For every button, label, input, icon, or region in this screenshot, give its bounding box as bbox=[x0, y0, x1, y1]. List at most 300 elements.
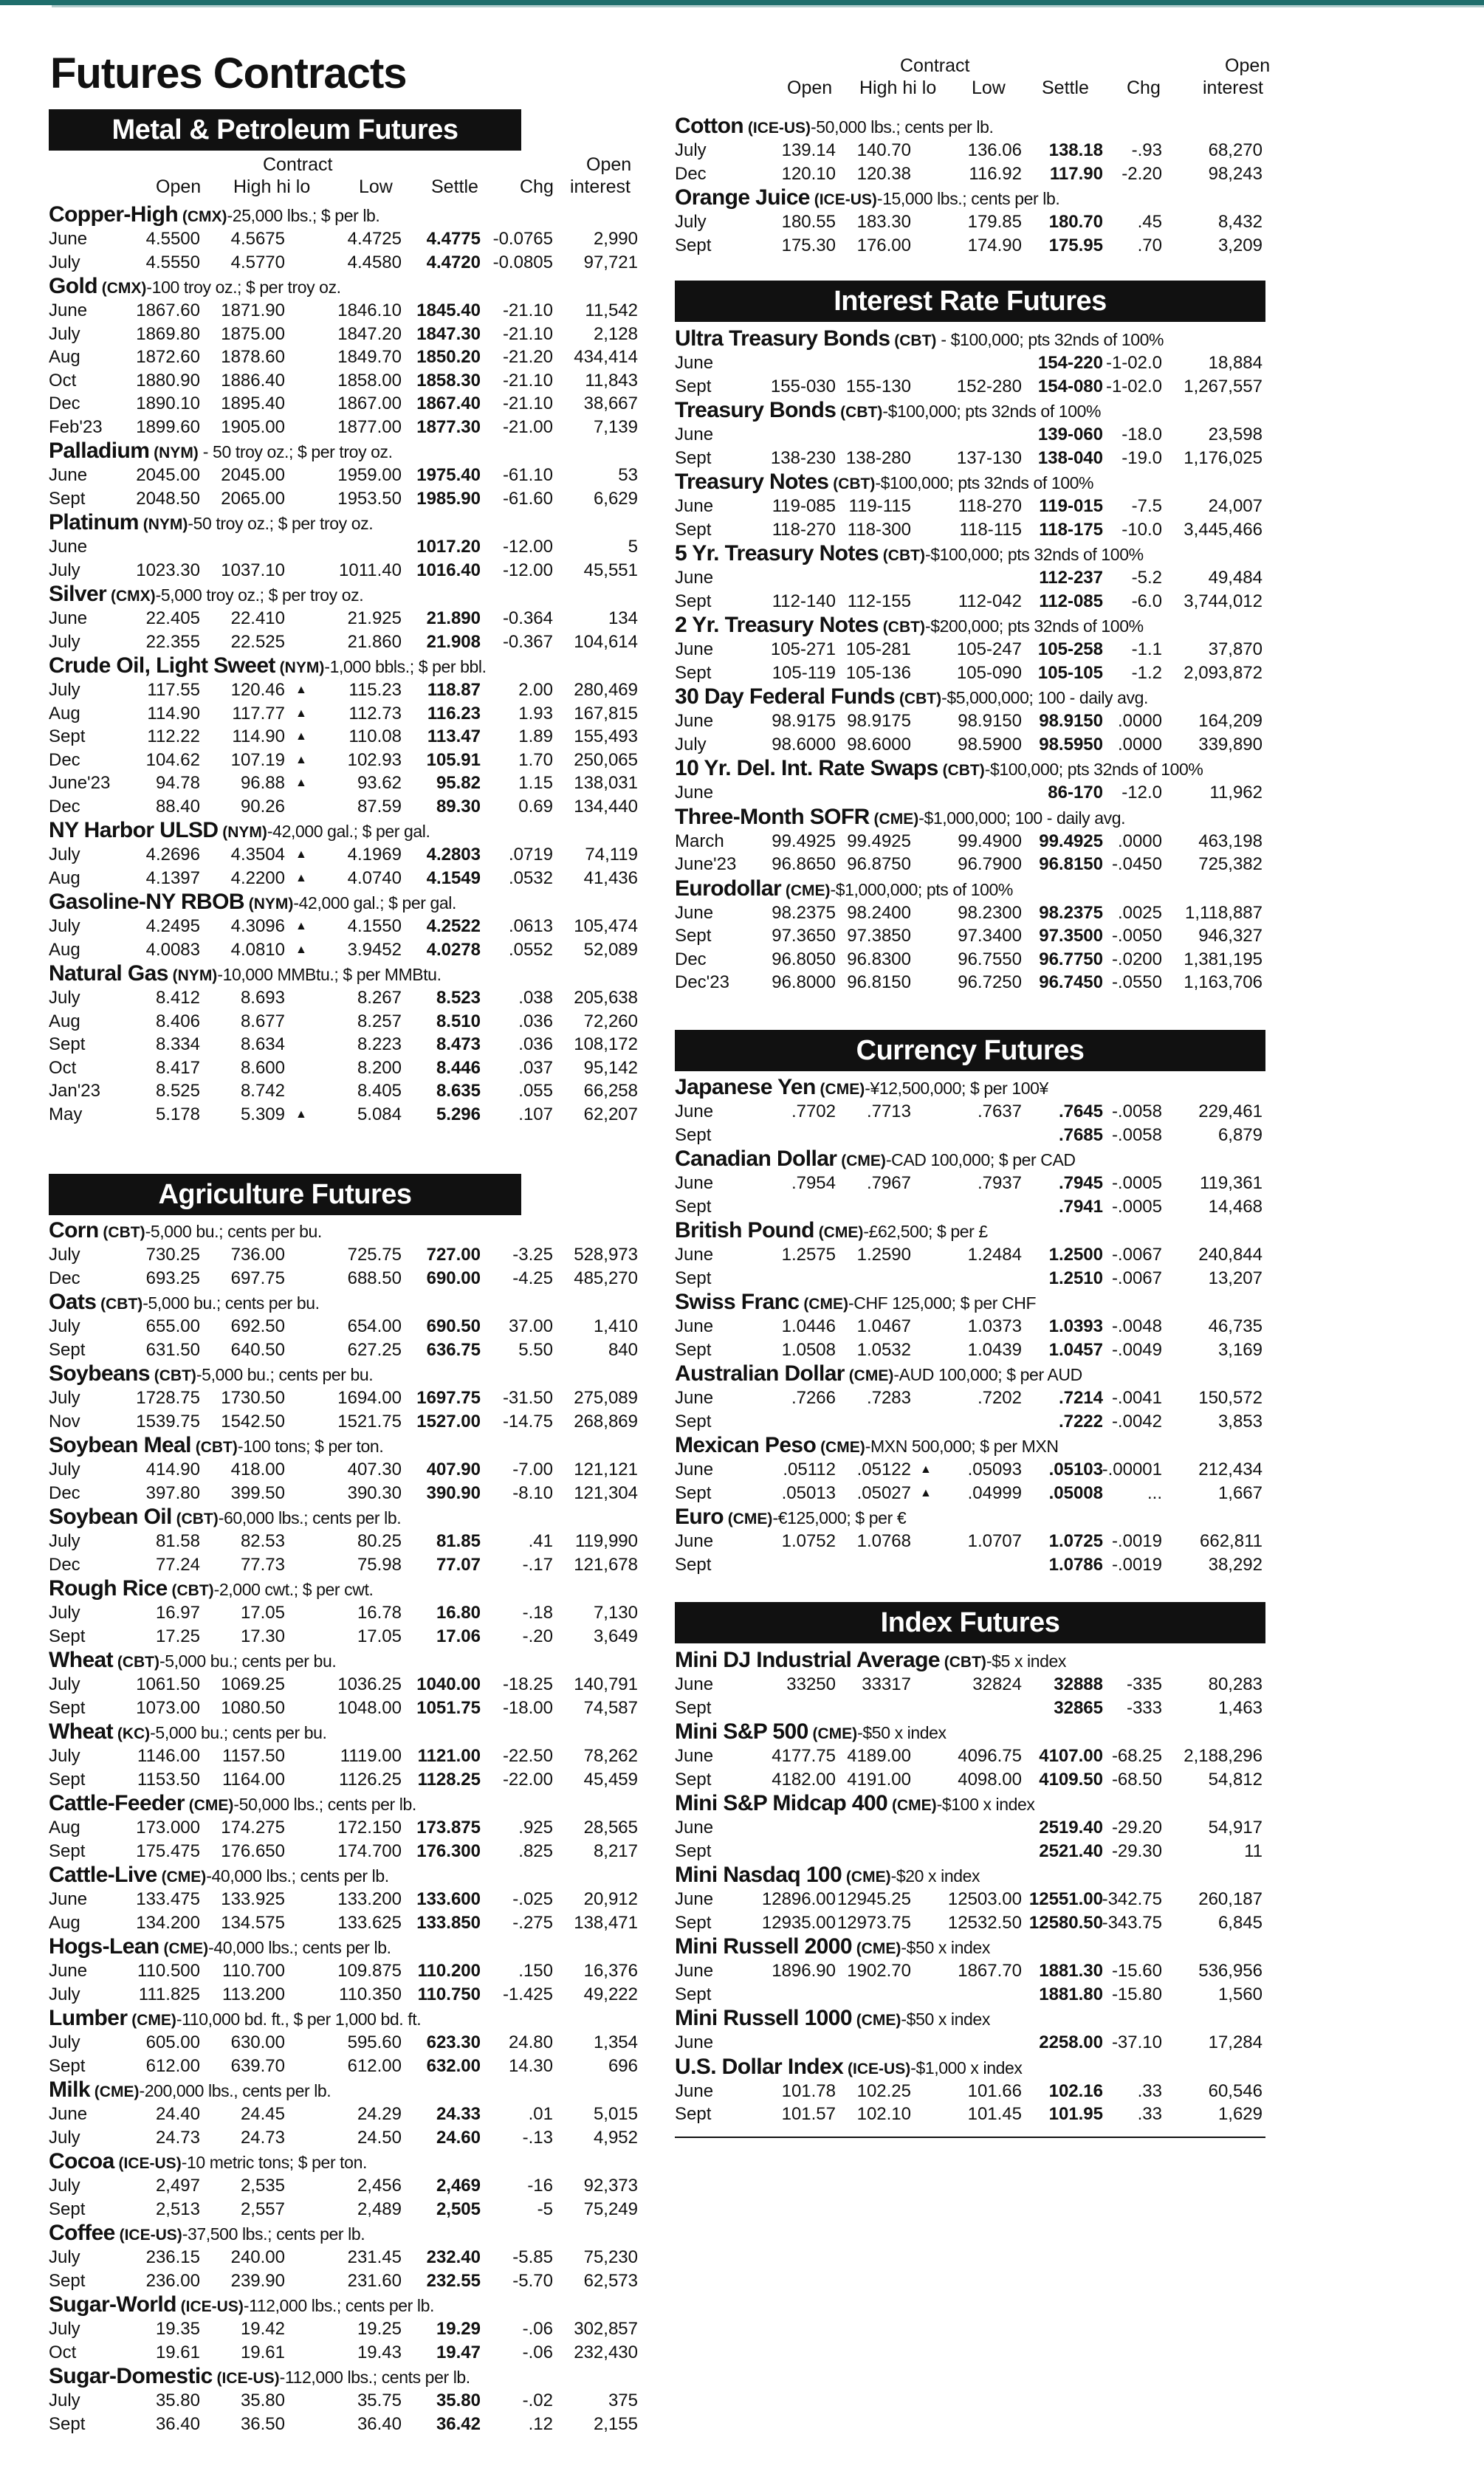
chg-cell: .45 bbox=[1137, 212, 1162, 232]
month-cell: Oct bbox=[49, 370, 77, 391]
settle-cell: 1.0725 bbox=[1048, 1531, 1103, 1551]
contract-row bbox=[675, 1315, 1265, 1338]
contract-row bbox=[49, 1482, 669, 1505]
open-cell: 180.55 bbox=[781, 212, 836, 232]
chg-cell: -15.60 bbox=[1111, 1961, 1162, 1981]
open-cell: 155-030 bbox=[770, 376, 836, 396]
contract-spec: -$100,000; pts 32nds of 100% bbox=[924, 545, 1144, 564]
contract-spec: -42,000 gal.; $ per gal. bbox=[293, 893, 456, 912]
month-cell: Sept bbox=[675, 376, 712, 396]
high-cell: 102.10 bbox=[856, 2104, 911, 2124]
open-cell: 119-085 bbox=[772, 496, 836, 516]
open-cell: 1890.10 bbox=[136, 393, 200, 413]
open-interest-cell: 16,376 bbox=[583, 1961, 638, 1981]
contract-spec: -5,000 troy oz.; $ per troy oz. bbox=[155, 585, 364, 605]
low-cell: 8.223 bbox=[357, 1034, 402, 1054]
contract-row bbox=[675, 518, 1265, 542]
low-cell: 4.4580 bbox=[347, 252, 402, 272]
contract-name bbox=[675, 1433, 1265, 1458]
low-cell: 174.90 bbox=[967, 235, 1022, 255]
contract-row bbox=[675, 2080, 1265, 2103]
low-cell: 1867.70 bbox=[958, 1961, 1022, 1981]
open-interest-cell: 1,118,887 bbox=[1185, 902, 1263, 923]
open-interest-cell: 20,912 bbox=[583, 1889, 638, 1909]
contract-exchange: (CMX) bbox=[178, 208, 227, 225]
month-cell: Sept bbox=[675, 447, 712, 468]
open-interest-cell: 240,844 bbox=[1198, 1245, 1263, 1265]
open-cell: 2048.50 bbox=[136, 488, 200, 509]
open-interest-cell: 134 bbox=[608, 608, 638, 628]
contract-name bbox=[49, 961, 669, 986]
month-cell: June bbox=[675, 2080, 714, 2101]
contract-name bbox=[675, 2006, 1265, 2031]
contract-row bbox=[49, 535, 669, 559]
banner-agriculture: Agriculture Futures bbox=[49, 1174, 521, 1215]
low-cell: 688.50 bbox=[347, 1268, 402, 1288]
chg-cell: .41 bbox=[528, 1531, 553, 1551]
open-interest-cell: 38,292 bbox=[1208, 1554, 1263, 1575]
contract-block bbox=[675, 1791, 1265, 1863]
month-cell: July bbox=[49, 2391, 80, 2410]
open-cell: .7702 bbox=[791, 1101, 836, 1121]
contract-name bbox=[675, 185, 1265, 210]
contract-title: 30 Day Federal Funds bbox=[675, 684, 896, 709]
contract-block bbox=[49, 2292, 669, 2364]
contract-row bbox=[49, 607, 669, 630]
open-interest-cell: 3,853 bbox=[1217, 1411, 1263, 1431]
chg-cell: .825 bbox=[518, 1840, 553, 1861]
contract-row bbox=[49, 1410, 669, 1434]
contract-block bbox=[675, 1290, 1265, 1361]
open-cell: 1880.90 bbox=[136, 370, 200, 391]
open-cell: 1728.75 bbox=[136, 1388, 200, 1408]
contract-block bbox=[49, 202, 669, 274]
contract-spec: -25,000 lbs.; $ per lb. bbox=[227, 206, 380, 225]
contract-spec: -10,000 MMBtu.; $ per MMBtu. bbox=[217, 965, 442, 984]
high-cell: 12973.75 bbox=[837, 1912, 911, 1933]
chg-cell: -14.75 bbox=[502, 1411, 553, 1431]
high-cell: 4.5770 bbox=[230, 252, 285, 272]
low-cell: 133.625 bbox=[337, 1912, 402, 1933]
contract-spec: -200,000 lbs., cents per lb. bbox=[139, 2081, 332, 2100]
open-cell: .7954 bbox=[791, 1173, 836, 1193]
settle-cell: 1697.75 bbox=[416, 1388, 481, 1408]
open-interest-cell: 2,128 bbox=[593, 323, 638, 344]
contract-name bbox=[49, 1791, 669, 1816]
month-cell: July bbox=[49, 631, 80, 652]
contract-block bbox=[675, 470, 1265, 541]
contract-exchange: (CME) bbox=[89, 2083, 140, 2100]
contract-block bbox=[49, 1648, 669, 1719]
contract-spec: -€125,000; $ per € bbox=[772, 1508, 907, 1527]
contract-block bbox=[675, 2055, 1265, 2126]
low-cell: 8.200 bbox=[357, 1057, 402, 1078]
contract-spec: -100 tons; $ per ton. bbox=[237, 1437, 384, 1456]
contract-row bbox=[49, 251, 669, 275]
open-cell: 8.406 bbox=[155, 1011, 200, 1031]
chg-cell: .925 bbox=[518, 1818, 553, 1838]
open-cell: 2,497 bbox=[155, 2176, 200, 2196]
low-cell: 1846.10 bbox=[337, 300, 402, 320]
contract-row bbox=[49, 2174, 669, 2198]
chg-cell: 0.69 bbox=[518, 796, 553, 817]
contract-exchange: (KC) bbox=[113, 1725, 151, 1742]
low-cell: 407.30 bbox=[347, 1460, 402, 1479]
contract-row bbox=[49, 867, 669, 890]
open-interest-cell: 1,176,025 bbox=[1184, 447, 1263, 468]
contract-name bbox=[675, 398, 1265, 423]
low-cell: 19.43 bbox=[357, 2342, 402, 2362]
contract-row bbox=[675, 1338, 1265, 1362]
contract-title: Copper-High bbox=[49, 202, 179, 227]
settle-cell: 112-237 bbox=[1039, 568, 1103, 588]
contract-row bbox=[675, 1482, 1265, 1505]
open-interest-cell: 280,469 bbox=[574, 680, 638, 700]
open-cell: 88.40 bbox=[155, 796, 200, 817]
contract-exchange: (CBT) bbox=[149, 1367, 196, 1384]
contract-spec: -$100 x index bbox=[936, 1795, 1035, 1814]
high-cell: 176.00 bbox=[856, 235, 911, 255]
contract-exchange: (NYM) bbox=[149, 444, 199, 461]
high-cell: 98.6000 bbox=[847, 734, 911, 755]
contract-title: 10 Yr. Del. Int. Rate Swaps bbox=[675, 756, 938, 780]
month-cell: Dec bbox=[49, 796, 80, 817]
chg-cell: -.0067 bbox=[1111, 1268, 1162, 1288]
high-cell: 8.742 bbox=[240, 1081, 285, 1101]
contract-row bbox=[49, 2055, 669, 2078]
low-cell: 101.45 bbox=[967, 2104, 1022, 2124]
contract-block bbox=[675, 114, 1265, 185]
open-cell: 1.2575 bbox=[781, 1245, 836, 1265]
settle-cell: 2258.00 bbox=[1039, 2032, 1103, 2052]
contract-exchange: (CBT) bbox=[828, 475, 876, 492]
contract-row bbox=[675, 1530, 1265, 1553]
low-cell: 133.200 bbox=[337, 1889, 402, 1909]
contract-title: Mini DJ Industrial Average bbox=[675, 1648, 940, 1672]
high-cell: 110.700 bbox=[222, 1961, 285, 1981]
header-contract: Contract bbox=[900, 55, 970, 76]
contract-name bbox=[675, 756, 1265, 781]
month-cell: Sept bbox=[675, 591, 712, 611]
chg-cell: -4.25 bbox=[512, 1268, 553, 1288]
chg-cell: -21.00 bbox=[502, 416, 553, 437]
high-cell: 96.88 bbox=[240, 773, 285, 793]
right-column-end-rule bbox=[675, 2137, 1265, 2138]
contract-row bbox=[49, 1033, 669, 1056]
chg-cell: -21.10 bbox=[502, 323, 553, 344]
hilo-arrow-icon: ▲ bbox=[295, 943, 307, 956]
settle-cell: 81.85 bbox=[436, 1531, 481, 1551]
open-cell: 81.58 bbox=[155, 1531, 200, 1551]
high-cell: 155-130 bbox=[845, 376, 911, 396]
contract-spec: - $100,000; pts 32nds of 100% bbox=[936, 330, 1164, 349]
low-cell: 2,489 bbox=[357, 2199, 402, 2219]
top-accent-bar bbox=[0, 0, 1484, 5]
contract-exchange: (ICE-US) bbox=[114, 2155, 182, 2172]
settle-cell: 173.875 bbox=[416, 1818, 481, 1838]
low-cell: 109.875 bbox=[337, 1961, 402, 1981]
contract-block bbox=[675, 541, 1265, 613]
low-cell: 118-270 bbox=[958, 496, 1022, 516]
contract-spec: -50,000 lbs.; cents per lb. bbox=[811, 117, 994, 137]
open-cell: 612.00 bbox=[145, 2055, 200, 2076]
open-interest-cell: 150,572 bbox=[1198, 1388, 1263, 1408]
chg-cell: -68.25 bbox=[1111, 1746, 1162, 1766]
settle-cell: 1877.30 bbox=[416, 416, 481, 437]
open-interest-cell: 11,843 bbox=[585, 370, 638, 391]
open-interest-cell: 725,382 bbox=[1198, 854, 1263, 874]
settle-cell: 19.29 bbox=[436, 2319, 481, 2339]
open-interest-cell: 11,962 bbox=[1209, 783, 1263, 802]
high-cell: 239.90 bbox=[230, 2270, 285, 2291]
low-cell: 627.25 bbox=[347, 1339, 402, 1360]
chg-cell: .0000 bbox=[1117, 734, 1162, 755]
contract-row bbox=[675, 1816, 1265, 1840]
high-cell: 183.30 bbox=[856, 212, 911, 232]
contract-block bbox=[675, 876, 1265, 994]
settle-cell: 96.7750 bbox=[1039, 949, 1103, 969]
header-low: Low bbox=[972, 78, 1006, 98]
contract-row bbox=[675, 1124, 1265, 1147]
open-cell: 98.9175 bbox=[772, 711, 836, 731]
open-interest-cell: 260,187 bbox=[1198, 1889, 1263, 1909]
month-cell: June'23 bbox=[49, 773, 111, 793]
open-cell: 1872.60 bbox=[136, 347, 200, 367]
contract-row bbox=[49, 843, 669, 867]
contract-row bbox=[675, 781, 1265, 805]
settle-cell: 21.890 bbox=[426, 608, 481, 628]
contract-row bbox=[675, 1410, 1265, 1434]
open-interest-cell: 3,169 bbox=[1217, 1339, 1263, 1360]
open-cell: 4.2696 bbox=[145, 845, 200, 865]
month-cell: June bbox=[49, 1961, 88, 1981]
contract-spec: - 50 troy oz.; $ per troy oz. bbox=[198, 442, 393, 461]
contract-row bbox=[675, 1172, 1265, 1195]
low-cell: 2,456 bbox=[357, 2176, 402, 2196]
settle-cell: 232.55 bbox=[426, 2270, 481, 2291]
month-cell: Aug bbox=[49, 1011, 80, 1031]
contract-row bbox=[675, 733, 1265, 757]
hilo-arrow-icon: ▲ bbox=[295, 871, 307, 884]
header-contract: Contract bbox=[263, 154, 333, 175]
month-cell: March bbox=[675, 831, 724, 851]
settle-cell: 1051.75 bbox=[416, 1697, 481, 1718]
open-cell: 101.57 bbox=[781, 2104, 836, 2124]
month-cell: July bbox=[49, 1603, 80, 1623]
low-cell: 35.75 bbox=[357, 2391, 402, 2410]
open-cell: 175.475 bbox=[136, 1840, 200, 1861]
contract-spec: -$1,000,000; pts of 100% bbox=[830, 879, 1013, 899]
settle-cell: 5.296 bbox=[436, 1104, 481, 1124]
contract-row bbox=[675, 234, 1265, 258]
high-cell: .05027 bbox=[856, 1482, 911, 1503]
settle-cell: 17.06 bbox=[436, 1626, 481, 1646]
chg-cell: -342.75 bbox=[1102, 1889, 1162, 1909]
contract-row bbox=[49, 1983, 669, 2007]
open-interest-cell: 1,667 bbox=[1217, 1482, 1263, 1503]
header-low: Low bbox=[359, 176, 393, 197]
contract-name bbox=[675, 684, 1265, 709]
open-cell: 99.4925 bbox=[772, 831, 836, 851]
month-cell: Aug bbox=[49, 1912, 80, 1933]
low-cell: 12532.50 bbox=[947, 1912, 1022, 1933]
month-cell: Sept bbox=[675, 2104, 712, 2124]
contract-block bbox=[49, 2149, 669, 2221]
open-interest-cell: 74,119 bbox=[585, 845, 638, 865]
open-cell: 77.24 bbox=[155, 1554, 200, 1575]
contract-name bbox=[49, 1505, 669, 1530]
open-cell: 1.0446 bbox=[781, 1316, 836, 1336]
contract-row bbox=[49, 346, 669, 369]
open-interest-cell: 38,667 bbox=[583, 393, 638, 413]
open-cell: 98.6000 bbox=[772, 734, 836, 755]
hilo-arrow-icon: ▲ bbox=[295, 920, 307, 932]
high-cell: 99.4925 bbox=[847, 831, 911, 851]
open-cell: 236.00 bbox=[145, 2270, 200, 2291]
month-cell: Aug bbox=[49, 347, 80, 367]
contract-row bbox=[49, 2413, 669, 2436]
settle-cell: 86-170 bbox=[1048, 783, 1103, 802]
contract-block bbox=[675, 398, 1265, 470]
settle-cell: .7214 bbox=[1058, 1388, 1103, 1408]
high-cell: 133.925 bbox=[221, 1889, 285, 1909]
contract-block bbox=[49, 1576, 669, 1648]
month-cell: Sept bbox=[675, 1411, 712, 1431]
contract-row bbox=[675, 1840, 1265, 1863]
chg-cell: -.0058 bbox=[1111, 1124, 1162, 1145]
settle-cell: 1850.20 bbox=[416, 347, 481, 367]
chg-cell: -0.367 bbox=[502, 631, 553, 652]
low-cell: 1953.50 bbox=[337, 488, 402, 509]
open-interest-cell: 119,990 bbox=[575, 1531, 638, 1551]
month-cell: Dec bbox=[49, 1268, 80, 1288]
open-cell: 1539.75 bbox=[136, 1411, 200, 1431]
settle-cell: 21.908 bbox=[426, 631, 481, 652]
high-cell: 12945.25 bbox=[837, 1889, 911, 1909]
contract-block bbox=[49, 2006, 669, 2077]
high-cell: 134.575 bbox=[221, 1912, 285, 1933]
low-cell: 97.3400 bbox=[958, 926, 1022, 946]
chg-cell: -7.00 bbox=[512, 1460, 553, 1479]
settle-cell: 2519.40 bbox=[1039, 1818, 1103, 1838]
chg-cell: -.93 bbox=[1131, 140, 1162, 160]
contract-row bbox=[675, 1458, 1265, 1482]
contract-name bbox=[675, 876, 1265, 901]
high-cell: 138-280 bbox=[845, 447, 911, 468]
header-settle: Settle bbox=[1042, 78, 1089, 98]
open-cell: 35.80 bbox=[155, 2391, 200, 2410]
contract-title: Sugar-Domestic bbox=[49, 2364, 213, 2388]
chg-cell: .70 bbox=[1137, 235, 1162, 255]
low-cell: 1959.00 bbox=[337, 465, 402, 485]
open-interest-cell: 3,445,466 bbox=[1184, 519, 1263, 540]
month-cell: Feb'23 bbox=[49, 416, 103, 437]
open-cell: 8.525 bbox=[155, 1081, 200, 1101]
low-cell: 36.40 bbox=[357, 2413, 402, 2434]
open-cell: 139.14 bbox=[781, 140, 836, 160]
contract-exchange: (CBT) bbox=[895, 690, 942, 707]
chg-cell: -31.50 bbox=[502, 1388, 553, 1408]
month-cell: July bbox=[49, 560, 80, 580]
month-cell: Sept bbox=[49, 1034, 86, 1054]
open-interest-cell: 23,598 bbox=[1208, 425, 1263, 444]
month-cell: June bbox=[49, 1889, 88, 1909]
month-cell: July bbox=[49, 2176, 80, 2196]
open-cell: 1023.30 bbox=[136, 560, 200, 580]
settle-cell: 96.7450 bbox=[1039, 972, 1103, 992]
month-cell: Dec bbox=[49, 393, 80, 413]
contract-title: Mini Russell 1000 bbox=[675, 2006, 852, 2030]
settle-cell: 690.50 bbox=[426, 1316, 481, 1336]
settle-cell: 4.4775 bbox=[426, 229, 481, 249]
open-interest-cell: 528,973 bbox=[574, 1245, 638, 1265]
settle-cell: 1867.40 bbox=[416, 393, 481, 413]
month-cell: Sept bbox=[675, 662, 712, 683]
settle-cell: 4.2522 bbox=[426, 916, 481, 936]
contract-row bbox=[675, 423, 1265, 447]
chg-cell: -61.10 bbox=[502, 465, 553, 485]
contract-exchange: (ICE-US) bbox=[176, 2298, 244, 2315]
high-cell: 118-300 bbox=[847, 519, 911, 540]
contract-block bbox=[675, 326, 1265, 398]
open-cell: 16.97 bbox=[155, 1603, 200, 1623]
month-cell: Dec bbox=[49, 1482, 80, 1503]
chg-cell: .0025 bbox=[1117, 902, 1162, 923]
high-cell: .7967 bbox=[866, 1173, 911, 1193]
contract-name bbox=[49, 890, 669, 915]
contract-block bbox=[675, 1075, 1265, 1147]
settle-cell: 24.60 bbox=[436, 2127, 481, 2148]
open-cell: 105-271 bbox=[770, 639, 836, 659]
month-cell: July bbox=[49, 2032, 80, 2052]
high-cell: 2045.00 bbox=[221, 465, 285, 485]
right-column-header bbox=[675, 55, 1271, 100]
month-cell: July bbox=[49, 845, 80, 865]
chg-cell: -10.0 bbox=[1121, 519, 1162, 540]
chg-cell: -6.0 bbox=[1131, 591, 1162, 611]
month-cell: Sept bbox=[675, 926, 712, 946]
high-cell: 17.05 bbox=[240, 1603, 285, 1623]
contract-block bbox=[49, 1791, 669, 1863]
open-interest-cell: 434,414 bbox=[574, 347, 638, 367]
low-cell: 1.2484 bbox=[967, 1245, 1022, 1265]
contract-row bbox=[49, 392, 669, 416]
contract-exchange: (CME) bbox=[815, 1081, 865, 1098]
chg-cell: -.0050 bbox=[1111, 926, 1162, 946]
chg-cell: .036 bbox=[518, 1011, 553, 1031]
settle-cell: 8.446 bbox=[436, 1057, 481, 1078]
month-cell: Dec bbox=[675, 163, 707, 184]
open-interest-cell: 6,629 bbox=[593, 488, 638, 509]
contract-title: Oats bbox=[49, 1290, 97, 1314]
contract-title: Canadian Dollar bbox=[675, 1147, 837, 1171]
settle-cell: 1.2510 bbox=[1048, 1268, 1103, 1288]
chg-cell: -.0048 bbox=[1111, 1316, 1162, 1336]
low-cell: 1.0707 bbox=[967, 1531, 1022, 1551]
month-cell: Dec'23 bbox=[675, 972, 729, 992]
contract-title: Gold bbox=[49, 274, 97, 298]
softs-table bbox=[675, 114, 1265, 257]
open-interest-cell: 1,163,706 bbox=[1184, 972, 1263, 992]
contract-exchange: (CME) bbox=[781, 881, 831, 899]
contract-spec: -15,000 lbs.; cents per lb. bbox=[876, 189, 1060, 208]
settle-cell: 1121.00 bbox=[417, 1746, 481, 1766]
settle-cell: 112-085 bbox=[1039, 591, 1103, 611]
contract-exchange: (CME) bbox=[157, 1869, 207, 1886]
month-cell: July bbox=[675, 140, 707, 160]
contract-block bbox=[49, 1218, 669, 1290]
chg-cell: .055 bbox=[518, 1081, 553, 1101]
